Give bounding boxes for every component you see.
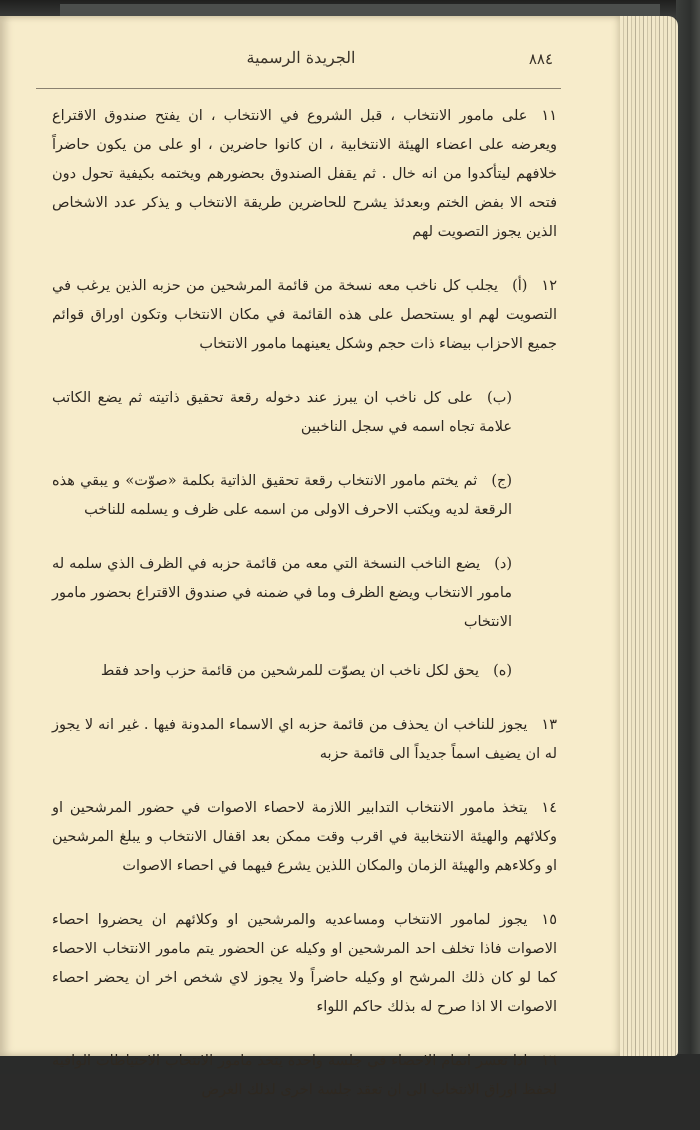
article-text: يتخذ مامور الانتخاب التدابير اللازمة لاحصاء الاصوات في حضور المرشحين او وكلائهم والهيئة الانتخابية في اقرب وقت ممكن بعد اقفال الانتخاب و يبلغ المرشحين او وكلاءهم والهيئة الزمان والمكان اللذين يشرع فيهما في احصاء الاصوات	[52, 800, 557, 874]
article-text: اذا تعسر اتمام الاحصاء في جلسة واحدة يتخذ مامور الانتخاب الاحتياطات الوافية لحفظ اوراق الانتخاب الى ان تعقد جلسة اخرى لذلك الغرض	[52, 1053, 557, 1098]
article-number: ١٦	[541, 1053, 557, 1069]
article-number: ١٢	[541, 278, 557, 294]
clause-label: (ب)	[487, 390, 512, 406]
page-edges	[616, 16, 678, 1056]
page-body	[52, 102, 557, 1130]
article-number: ١٥	[541, 912, 557, 928]
header-divider	[36, 88, 561, 89]
article-number: ١٣	[541, 717, 557, 733]
running-title: الجريدة الرسمية	[246, 48, 356, 67]
book-cover-right	[676, 0, 700, 1074]
article-13	[52, 711, 557, 769]
clause-text: يحق لكل ناخب ان يصوّت للمرشحين من قائمة حزب واحد فقط	[100, 663, 480, 679]
article-text: يجوز للناخب ان يحذف من قائمة حزبه اي الاسماء المدونة فيها . غير انه لا يجوز له ان يضيف اسماً جديداً الى قائمة حزبه	[52, 717, 557, 762]
article-12-d	[52, 550, 557, 637]
clause-label: (د)	[494, 556, 512, 572]
clause-text: يضع الناخب النسخة التي معه من قائمة حزبه في الظرف الذي سلمه له مامور الانتخاب ويضع الظرف وما في ضمنه في صندوق الاقتراع بحضور مامور الانتخاب	[52, 556, 512, 630]
clause-text: ثم يختم مامور الانتخاب رقعة تحقيق الذاتية بكلمة «صوّت» و يبقي هذه الرقعة لديه ويكتب الاحرف الاولى من اسمه على ظرف و يسلمه للناخب	[52, 473, 512, 518]
clause-text: على كل ناخب ان يبرز عند دخوله رقعة تحقيق ذاتيته ثم يضع الكاتب علامة تجاه اسمه في سجل الناخبين	[52, 390, 512, 435]
clause-label: (أ)	[512, 278, 528, 294]
article-14	[52, 794, 557, 881]
article-12-e	[52, 657, 557, 686]
clause-text: يجلب كل ناخب معه نسخة من قائمة المرشحين من حزبه الذين يرغب في التصويت لهم او يستحصل على هذه القائمة في مكان الانتخاب وتكون اوراق قوائم جميع الاحزاب بيضاء ذات حجم وشكل يعينهما مامور الانتخاب	[52, 278, 557, 352]
article-12-a	[52, 272, 557, 359]
article-text: يجوز لمامور الانتخاب ومساعديه والمرشحين او وكلائهم ان يحضروا احصاء الاصوات فاذا تخلف احد المرشحين او وكيله عن الحضور يتم مامور الانتخاب الاحصاء كما لو كان ذلك المرشح او وكيله حاضراً ولا يجوز لاي شخص اخر ان يحضر احصاء الاصوات الا اذا صرح له بذلك حاكم اللواء	[52, 912, 557, 1015]
article-12-c	[52, 467, 557, 525]
article-16	[52, 1047, 557, 1105]
article-11	[52, 102, 557, 247]
article-number: ١١	[541, 108, 557, 124]
article-12-b	[52, 384, 557, 442]
article-text: على مامور الانتخاب ، قبل الشروع في الانتخاب ، ان يفتح صندوق الاقتراع ويعرضه على اعضاء الهيئة الانتخابية ، ان كانوا حاضرين ، او على من يكون حاضراً خلافهم ليتأكدوا من انه خال . ثم يقفل الصندوق بحضورهم ويختمه بكيفية تحول دون فتحه الا بفض الختم وبعدئذ يشرح للحاضرين طريقة الانتخاب و يذكر عدد الاشخاص الذين يجوز التصويت لهم	[52, 108, 557, 240]
clause-label: (ج)	[491, 473, 512, 489]
page-number: ٨٨٤	[528, 50, 553, 68]
page-header	[36, 46, 561, 78]
clause-label: (ه)	[493, 663, 512, 679]
article-15	[52, 906, 557, 1022]
article-number: ١٤	[541, 800, 557, 816]
book-page	[0, 16, 620, 1098]
